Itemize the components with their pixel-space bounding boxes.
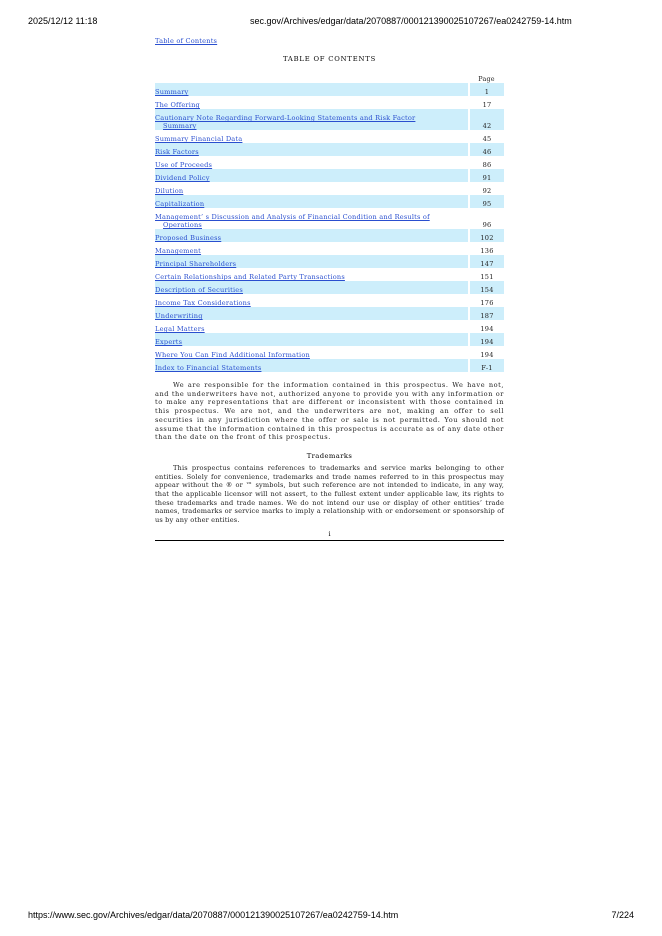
- toc-entry-link[interactable]: Management’ s Discussion and Analysis of Financial Condition and Results of: [155, 213, 430, 221]
- toc-page-number: 42: [469, 109, 504, 130]
- toc-entry-link[interactable]: Legal Matters: [155, 325, 205, 333]
- toc-row: [155, 229, 504, 242]
- toc-row: [155, 320, 504, 333]
- toc-entry: [155, 346, 469, 359]
- toc-entry: [155, 83, 469, 96]
- toc-entry: [155, 307, 469, 320]
- toc-entry: [155, 156, 469, 169]
- toc-page-number: 45: [482, 135, 492, 143]
- toc-title: TABLE OF CONTENTS: [282, 55, 377, 63]
- toc-row: [155, 130, 504, 143]
- toc-page-number: 194: [480, 351, 494, 359]
- toc-entry: [155, 182, 469, 195]
- toc-page-number: F-1: [469, 359, 504, 372]
- toc-entry: [155, 169, 469, 182]
- toc-entry: [155, 229, 469, 242]
- toc-row: [155, 169, 504, 182]
- toc-row: [155, 242, 504, 255]
- toc-entry-link[interactable]: Dilution: [155, 187, 184, 195]
- print-page-counter: 7/224: [611, 910, 634, 920]
- toc-entry: [155, 294, 469, 307]
- toc-entry-link-continued[interactable]: Summary: [163, 122, 197, 130]
- toc-entry-link[interactable]: Proposed Business: [155, 234, 222, 242]
- print-header-url: sec.gov/Archives/edgar/data/2070887/000121390025107267/ea0242759-14.htm: [250, 16, 572, 26]
- toc-page-number: 147: [469, 255, 504, 268]
- toc-entry: [155, 208, 469, 229]
- toc-page-number: 17: [482, 101, 492, 109]
- toc-entry: [155, 143, 469, 156]
- toc-row: [155, 307, 504, 320]
- toc-entry-link-continued[interactable]: Operations: [163, 221, 202, 229]
- toc-entry: [155, 242, 469, 255]
- toc-entry: [155, 281, 469, 294]
- document-page: [155, 37, 504, 541]
- toc-entry-link[interactable]: Principal Shareholders: [155, 260, 237, 268]
- toc-row: [155, 208, 504, 229]
- toc-page-number: 1: [469, 83, 504, 96]
- toc-entry: [155, 333, 469, 346]
- toc-page-number: 151: [480, 273, 494, 281]
- toc-entry-link[interactable]: Capitalization: [155, 200, 205, 208]
- toc-row: [155, 268, 504, 281]
- toc-entry-link[interactable]: Where You Can Find Additional Information: [155, 351, 310, 359]
- toc-page-number: 92: [482, 187, 492, 195]
- trademarks-paragraph: This prospectus contains references to trademarks and service marks belonging to other entities. Solely for convenience, trademarks and trade names referred to in this prospectus may appear without the ® or ™ symbols, but such reference are not intended to indicate, in any way, that the applicable licensor will not assert, to the fullest extent under applicable law, its rights to these trademarks and trade names. We do not intend our use or display of other entities’ trade names, trademarks or service marks to imply a relationship with or endorsement or sponsorship of us by any other entities.: [155, 463, 504, 525]
- toc-entry-link[interactable]: Use of Proceeds: [155, 161, 213, 169]
- toc-page-number: 96: [482, 221, 492, 229]
- toc-row: [155, 83, 504, 96]
- toc-header-row: [155, 71, 504, 83]
- toc-entry: [155, 359, 469, 372]
- toc-row: [155, 182, 504, 195]
- toc-page-number: 136: [480, 247, 494, 255]
- toc-row: [155, 255, 504, 268]
- page-column-header: Page: [478, 75, 495, 83]
- toc-entry: [155, 109, 469, 130]
- toc-page-number: 46: [469, 143, 504, 156]
- toc-entry: [155, 96, 469, 109]
- toc-entry-link[interactable]: Description of Securities: [155, 286, 243, 294]
- print-datetime: 2025/12/12 11:18: [28, 16, 98, 26]
- toc-entry: [155, 268, 469, 281]
- toc-entry-link[interactable]: Dividend Policy: [155, 174, 210, 182]
- toc-entry-link[interactable]: Index to Financial Statements: [155, 364, 262, 372]
- toc-page-number: 86: [482, 161, 492, 169]
- toc-row: [155, 195, 504, 208]
- toc-entry: [155, 130, 469, 143]
- toc-row: [155, 333, 504, 346]
- trademarks-heading: Trademarks: [306, 451, 353, 460]
- toc-page-number: 102: [469, 229, 504, 242]
- toc-entry-link[interactable]: Summary: [155, 88, 189, 96]
- print-footer-url: https://www.sec.gov/Archives/edgar/data/2070887/000121390025107267/ea0242759-14.htm: [28, 910, 399, 920]
- page-divider: [155, 540, 504, 541]
- toc-row: [155, 359, 504, 372]
- toc-entry-link[interactable]: Certain Relationships and Related Party Transactions: [155, 273, 345, 281]
- print-header: [28, 16, 634, 30]
- toc-entry-link[interactable]: Experts: [155, 338, 183, 346]
- toc-page-number: 91: [469, 169, 504, 182]
- toc-page-number: 154: [469, 281, 504, 294]
- toc-entry: [155, 320, 469, 333]
- toc-entry-link[interactable]: Summary Financial Data: [155, 135, 243, 143]
- toc-table: [155, 71, 504, 372]
- toc-entry-link[interactable]: Income Tax Considerations: [155, 299, 251, 307]
- toc-entry: [155, 195, 469, 208]
- toc-page-number: 95: [469, 195, 504, 208]
- toc-page-number: 176: [480, 299, 494, 307]
- toc-row: [155, 156, 504, 169]
- page-number: i: [328, 529, 331, 538]
- toc-entry: [155, 255, 469, 268]
- toc-page-number: 194: [480, 325, 494, 333]
- toc-entry-link[interactable]: Risk Factors: [155, 148, 199, 156]
- toc-row: [155, 294, 504, 307]
- toc-row: [155, 96, 504, 109]
- responsibility-paragraph: We are responsible for the information contained in this prospectus. We have not, and the underwriters have not, authorized anyone to provide you with any information or to make any representations that are different or inconsistent with those contained in this prospectus. We are not, and the underwriters are not, making an offer to sell securities in any jurisdiction where the offer or sale is not permitted. You should not assume that the information contained in this prospectus is accurate as of any date other than the date on the front of this prospectus.: [155, 381, 504, 442]
- table-of-contents-link[interactable]: Table of Contents: [155, 37, 218, 45]
- toc-row: [155, 346, 504, 359]
- toc-entry-link[interactable]: The Offering: [155, 101, 200, 109]
- toc-row: [155, 109, 504, 130]
- toc-entry-link[interactable]: Cautionary Note Regarding Forward-Looking Statements and Risk Factor: [155, 114, 416, 122]
- toc-entry-link[interactable]: Management: [155, 247, 202, 255]
- toc-row: [155, 143, 504, 156]
- toc-row: [155, 281, 504, 294]
- toc-entry-link[interactable]: Underwriting: [155, 312, 203, 320]
- toc-page-number: 194: [469, 333, 504, 346]
- toc-page-number: 187: [469, 307, 504, 320]
